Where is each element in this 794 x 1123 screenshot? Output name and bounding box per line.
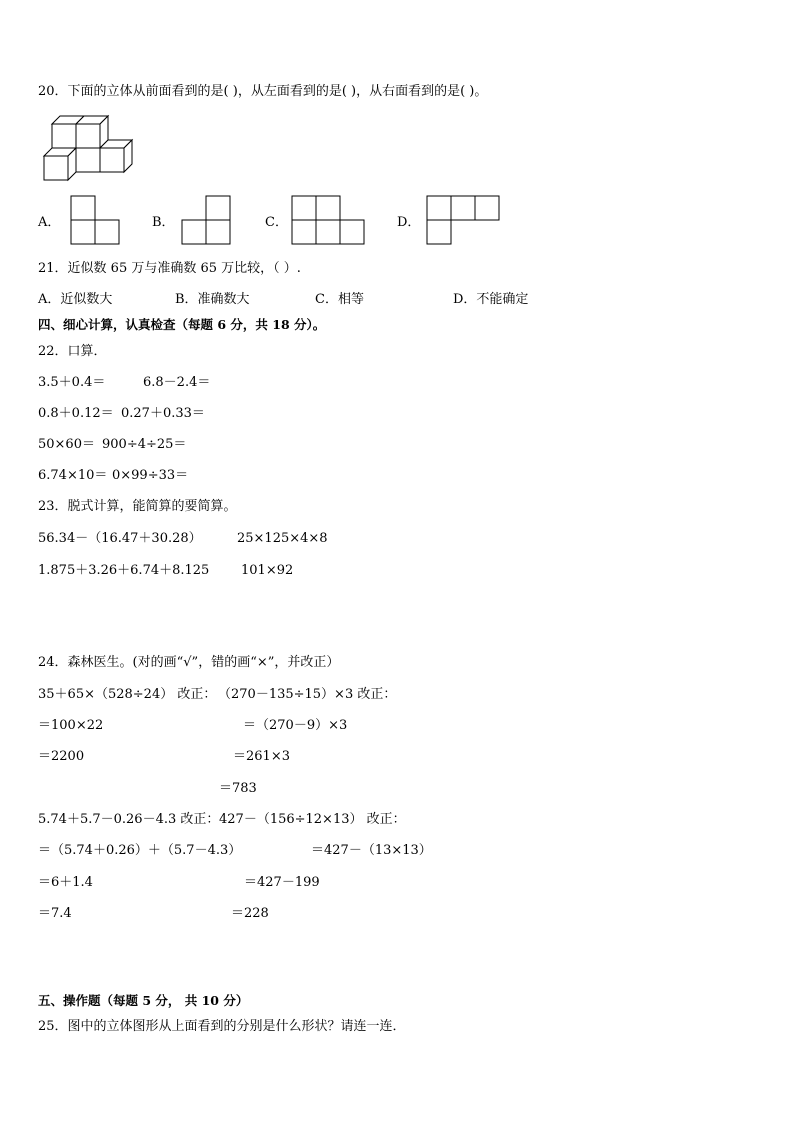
q20-option-d-label: D． [397, 215, 421, 230]
q21-option-b[interactable]: B．准确数大 [175, 292, 250, 307]
q24-left-line: ＝6＋1.4 [38, 875, 93, 890]
q25-question: 25．图中的立体图形从上面看到的分别是什么形状？请连一连． [38, 1019, 406, 1034]
q24-left-line: 5.74＋5.7－0.26－4.3 改正： [38, 812, 220, 827]
q22-question: 22．口算． [38, 344, 107, 359]
q24-right-line: ＝（270－9）×3 [243, 718, 348, 733]
q22-item: 0.8＋0.12＝ [38, 406, 114, 421]
q20-option-b-figure[interactable] [181, 195, 231, 247]
q22-item: 6.8－2.4＝ [143, 375, 211, 390]
q20-option-b-label: B． [152, 215, 175, 230]
q24-left-line: 35＋65×（528÷24） 改正： [38, 687, 217, 702]
q20-option-a-figure[interactable] [70, 195, 120, 247]
q21-option-c[interactable]: C．相等 [315, 292, 364, 307]
section-5-title: 五、操作题（每题 5 分， 共 10 分） [38, 993, 249, 1008]
q24-left-line: ＝（5.74＋0.26）＋（5.7－4.3） [38, 843, 242, 858]
q23-question: 23．脱式计算，能简算的要简算。 [38, 499, 237, 514]
q24-right-line: ＝783 [219, 781, 257, 796]
q22-item: 6.74×10＝ [38, 468, 108, 483]
section-4-title: 四、细心计算，认真检查（每题 6 分，共 18 分）。 [38, 317, 326, 332]
q21-option-d[interactable]: D．不能确定 [453, 292, 529, 307]
q20-option-a-label: A． [38, 215, 61, 230]
q22-item: 3.5＋0.4＝ [38, 375, 106, 390]
q24-right-line: ＝427－（13×13） [311, 843, 432, 858]
q22-item: 0.27＋0.33＝ [121, 406, 205, 421]
q24-right-line: 427－（156÷12×13） 改正： [219, 812, 406, 827]
q22-item: 50×60＝ [38, 437, 95, 452]
q23-item: 101×92 [241, 563, 294, 578]
q23-item: 1.875＋3.26＋6.74＋8.125 [38, 563, 210, 578]
q20-question: 20．下面的立体从前面看到的是( )，从左面看到的是( )，从右面看到的是( )。 [38, 84, 488, 99]
q21-option-a[interactable]: A．近似数大 [38, 292, 113, 307]
q24-left-line: ＝100×22 [38, 718, 104, 733]
q20-option-c-figure[interactable] [291, 195, 365, 247]
q24-right-line: ＝228 [231, 906, 269, 921]
q23-item: 25×125×4×8 [237, 531, 328, 546]
q20-option-d-figure[interactable] [426, 195, 500, 247]
q24-left-line: ＝7.4 [38, 906, 72, 921]
q22-item: 0×99÷33＝ [112, 468, 189, 483]
cube-figure [40, 112, 135, 184]
q23-item: 56.34－（16.47＋30.28） [38, 531, 202, 546]
q22-item: 900÷4÷25＝ [102, 437, 187, 452]
q21-question: 21．近似数 65 万与准确数 65 万比较，（ ）. [38, 261, 301, 276]
q24-question: 24．森林医生。(对的画“√”，错的画“×”，并改正） [38, 655, 340, 670]
q24-left-line: ＝2200 [38, 749, 85, 764]
q20-option-c-label: C． [265, 215, 288, 230]
q24-right-line: （270－135÷15）×3 改正： [218, 687, 397, 702]
q24-right-line: ＝427－199 [244, 875, 320, 890]
q24-right-line: ＝261×3 [233, 749, 290, 764]
